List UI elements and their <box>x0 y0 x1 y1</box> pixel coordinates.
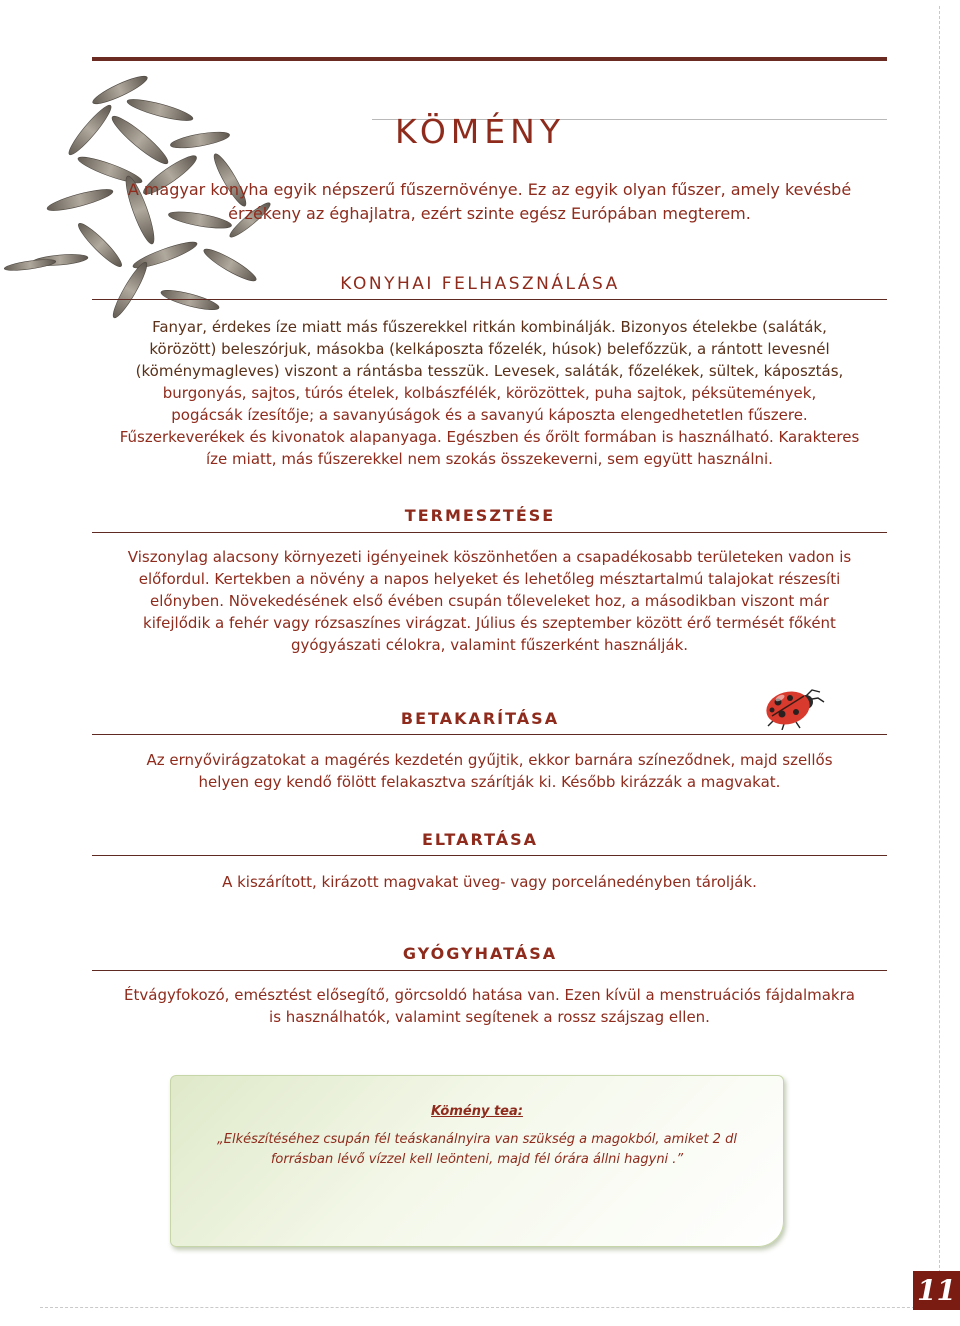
text-line: Étvágyfokozó, emésztést elősegítő, görcsoldó hatása van. Ezen kívül a menstruációs fájdalmakra <box>124 986 855 1004</box>
text-line: körözött) beleszórjuk, másokba (kelkáposzta főzelék, húsok) belefőzzük, a rántott levesnél <box>149 340 830 358</box>
paragraph-gyogyhatas <box>92 984 887 1028</box>
paragraph-konyhai-cont <box>92 382 887 470</box>
text-line: burgonyás, sajtos, túrós ételek, kolbászfélék, körözöttek, puha sajtok, péksütemények, <box>162 384 817 402</box>
section-rule <box>92 970 887 971</box>
intro-text <box>92 178 887 226</box>
text-line: Az ernyővirágzatokat a magérés kezdetén gyűjtik, ekkor barnára színeződnek, majd szellős <box>146 751 833 769</box>
page-number: 11 <box>913 1271 960 1310</box>
tea-recipe-box <box>170 1075 784 1247</box>
text-line: Fanyar, érdekes íze miatt más fűszerekkel ritkán kombinálják. Bizonyos ételekbe (saláták, <box>152 318 827 336</box>
text-line: pogácsák ízesítője; a savanyúságok és a savanyú káposzta elengedhetetlen fűszere. <box>171 406 808 424</box>
intro-line: A magyar konyha egyik népszerű fűszernövénye. Ez az egyik olyan fűszer, amely kevésbé <box>127 180 852 199</box>
paragraph-termesztes <box>92 546 887 656</box>
heading-termesztes: TERMESZTÉSE <box>404 506 556 525</box>
heading-gyogyhatas: GYÓGYHATÁSA <box>402 944 558 963</box>
paragraph-konyhai <box>92 316 887 382</box>
text-line: gyógyászati célokra, valamint fűszerként használják. <box>290 636 689 654</box>
section-rule <box>92 299 887 300</box>
paragraph-eltartas <box>92 871 887 893</box>
text-line: Viszonylag alacsony környezeti igényeinek köszönhetően a csapadékosabb területeken vadon is <box>127 548 852 566</box>
section-rule <box>92 532 887 533</box>
heading-konyhai: KONYHAI FELHASZNÁLÁSA <box>340 274 620 294</box>
section-rule <box>92 734 887 735</box>
heading-betakaritas: BETAKARÍTÁSA <box>400 709 560 728</box>
intro-line: érzékeny az éghajlatra, ezért szinte egész Európában megterem. <box>228 204 751 223</box>
heading-eltartas: ELTARTÁSA <box>421 830 539 849</box>
text-line: kifejlődik a fehér vagy rózsaszínes virágzat. Július és szeptember között érő termését főként <box>143 614 836 632</box>
text-line: is használhatók, valamint segítenek a rossz szájszag ellen. <box>269 1008 710 1026</box>
text-line: helyen egy kendő fölött felakasztva szárítják ki. Később kirázzák a magvakat. <box>198 773 781 791</box>
tea-text <box>201 1130 753 1170</box>
page-title: KÖMÉNY <box>395 112 565 151</box>
tea-line: „Elkészítéséhez csupán fél teáskanálnyira van szükség a magokból, amiket 2 dl <box>217 1132 737 1147</box>
text-line: előnyben. Növekedésének első évében csupán tőleveleket hoz, a másodikban viszont már <box>150 592 829 610</box>
text-line: előfordul. Kertekben a növény a napos helyeket és lehetőleg mésztartalmú talajokat részesíti <box>138 570 841 588</box>
text-line: íze miatt, más fűszerekkel nem szokás összekeverni, sem együtt használni. <box>206 450 773 468</box>
tea-line: forrásban lévő vízzel kell leönteni, majd fél órára állni hagyni .” <box>270 1152 684 1167</box>
section-rule <box>92 855 887 856</box>
text-line: Fűszerkeverékek és kivonatok alapanyaga. Egészben és őrölt formában is használható. Karakteres <box>119 428 860 446</box>
tea-title: Kömény tea: <box>431 1104 523 1119</box>
text-line: (köménymagleves) viszont a rántásba tesszük. Levesek, saláták, főzelékek, sültek, káposztás, <box>135 362 844 380</box>
paragraph-betakaritas <box>92 749 887 793</box>
text-line: A kiszárított, kirázott magvakat üveg- vagy porcelánedényben tárolják. <box>222 873 757 891</box>
